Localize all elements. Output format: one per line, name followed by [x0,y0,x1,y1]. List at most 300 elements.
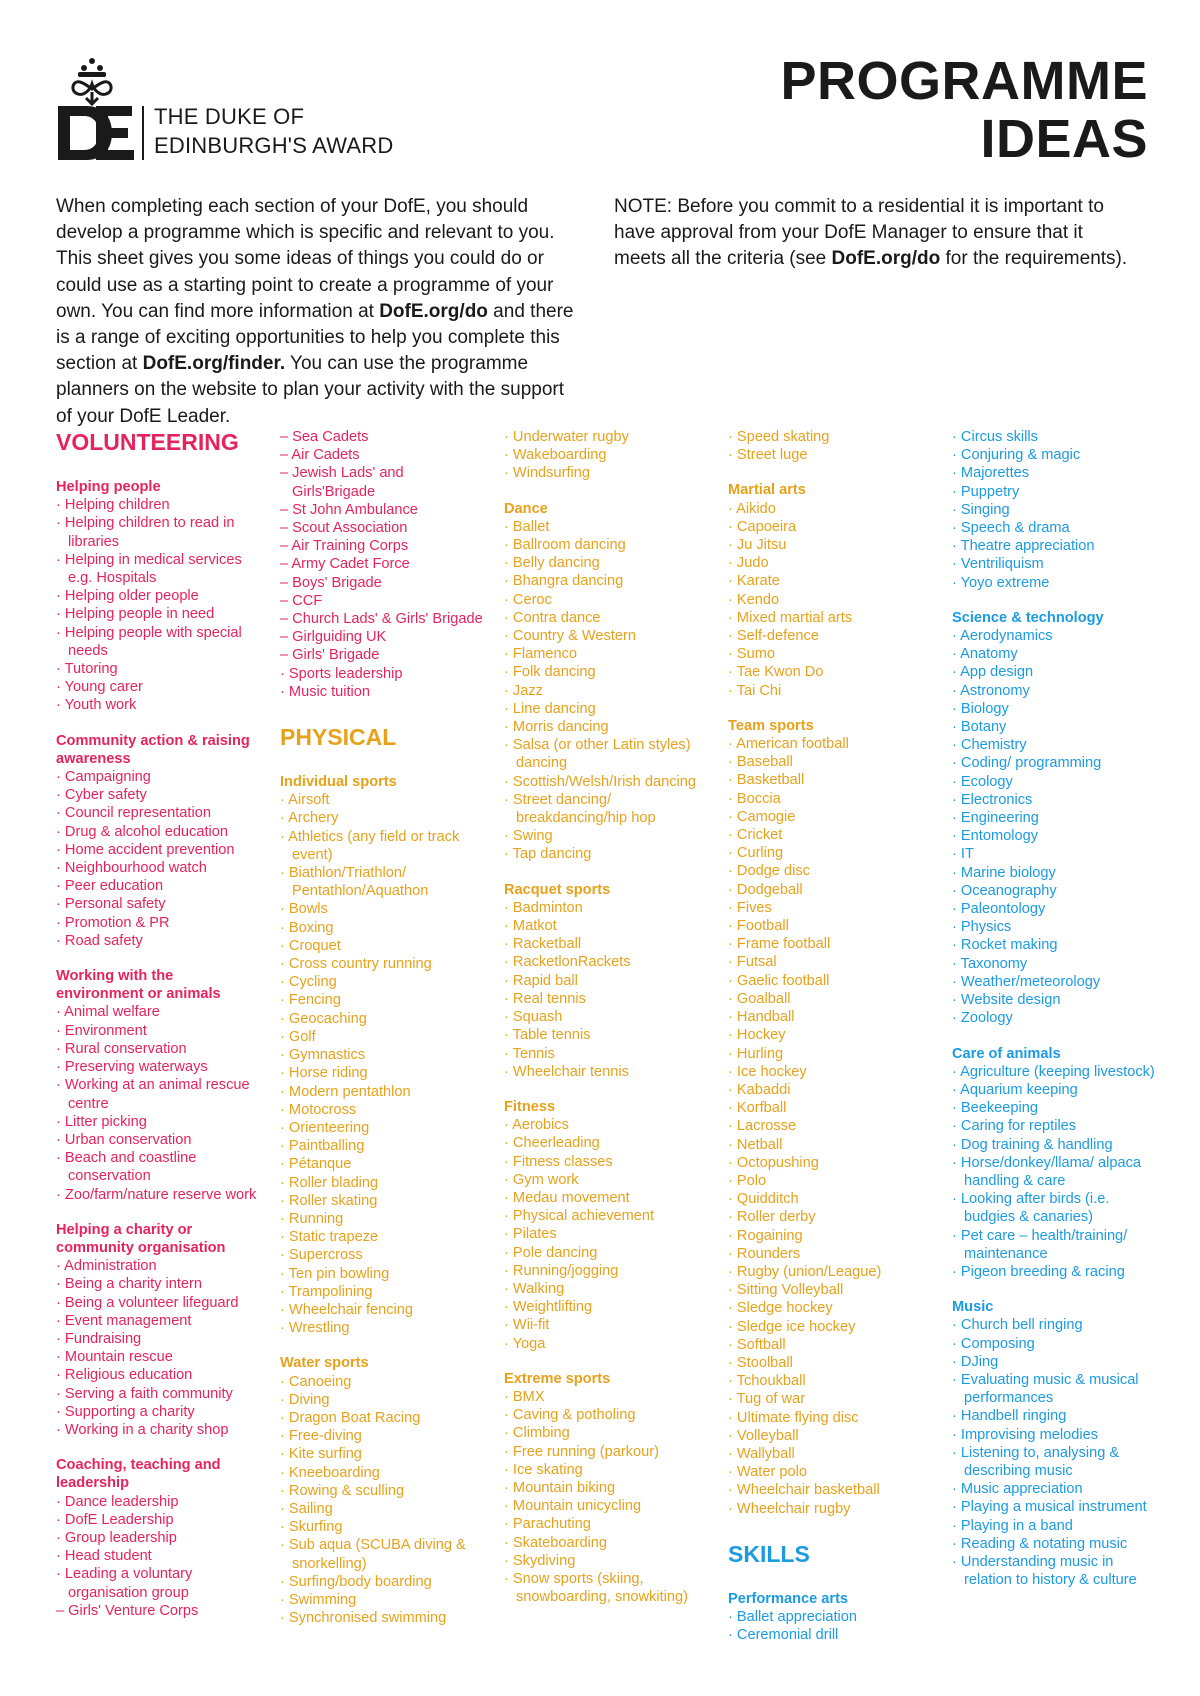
list-item: · Agriculture (keeping livestock) [952,1063,1158,1081]
list-item: · Supercross [280,1246,490,1264]
list-item: – Jewish Lads' and Girls'Brigade [280,464,490,500]
category-list [728,1608,938,1644]
list-item: · Racketball [504,935,714,953]
category-list [952,428,1158,592]
list-item: · Home accident prevention [56,841,262,859]
brand-name [154,102,393,160]
list-item: · Yoyo extreme [952,574,1158,592]
list-item: · Karate [728,572,938,590]
list-item: · Beach and coastline conservation [56,1149,262,1185]
list-item: · Circus skills [952,428,1158,446]
list-item: · Goalball [728,990,938,1008]
list-item: · Personal safety [56,895,262,913]
list-item: · Synchronised swimming [280,1609,490,1627]
list-item: · Kneeboarding [280,1464,490,1482]
list-item: · Aerodynamics [952,627,1158,645]
list-item: · Matkot [504,917,714,935]
list-item: · Skateboarding [504,1534,714,1552]
list-item: · Ice hockey [728,1063,938,1081]
category-list [728,500,938,700]
list-item: · Jazz [504,682,714,700]
list-item: · Electronics [952,791,1158,809]
list-item: · Ju Jitsu [728,536,938,554]
list-item: · Roller skating [280,1192,490,1210]
list-item: · Rounders [728,1245,938,1263]
section-heading-physical: PHYSICAL [280,724,397,751]
list-item: · Dance leadership [56,1493,262,1511]
list-item: – St John Ambulance [280,501,490,519]
list-item: · Trampolining [280,1283,490,1301]
list-item: – Air Training Corps [280,537,490,555]
list-item: · Ballet [504,518,714,536]
list-item: · Playing in a band [952,1517,1158,1535]
list-item: · Bhangra dancing [504,572,714,590]
list-item: · Sailing [280,1500,490,1518]
list-item: · Futsal [728,953,938,971]
list-item: · Hurling [728,1045,938,1063]
category-title: Martial arts [728,482,806,499]
de-monogram-icon [56,104,156,162]
intro-note [614,194,1134,273]
intro-paragraph-end: You can use the programme planners on the website to plan your activity with the support of your DofE Leader. [56,353,565,427]
list-item: · Underwater rugby [504,428,714,446]
list-item: · Rugby (union/League) [728,1263,938,1281]
list-item: · Rowing & sculling [280,1482,490,1500]
list-item: · Event management [56,1312,262,1330]
list-item: · Mixed martial arts [728,609,938,627]
list-item: · Puppetry [952,483,1158,501]
list-item: · Tai Chi [728,682,938,700]
list-item: · Pigeon breeding & racing [952,1263,1158,1281]
list-item: · Promotion & PR [56,914,262,932]
list-item: · Campaigning [56,768,262,786]
list-item: · Salsa (or other Latin styles) dancing [504,736,714,772]
category-sublist [280,428,490,665]
list-item: · Improvising melodies [952,1426,1158,1444]
list-item: · Gymnastics [280,1046,490,1064]
list-item: · Dragon Boat Racing [280,1409,490,1427]
list-item: · Athletics (any field or track event) [280,828,490,864]
list-item: · Swing [504,827,714,845]
list-item: · Weather/meteorology [952,973,1158,991]
category-list [504,428,714,483]
list-item: · Ceroc [504,591,714,609]
list-item: · Biology [952,700,1158,718]
list-item: · Church bell ringing [952,1316,1158,1334]
list-item: · Parachuting [504,1515,714,1533]
category-list [952,1316,1158,1589]
category-list [280,791,490,1337]
list-item: · Ballet appreciation [728,1608,938,1626]
list-item: · Pétanque [280,1155,490,1173]
list-item: · Rocket making [952,936,1158,954]
list-item: · Being a volunteer lifeguard [56,1294,262,1312]
intro-paragraph: When completing each section of your DofE, you should develop a programme which is specific and relevant to you. This sheet gives you some ideas of things you could do or could use as a starting point to create a programme of your own. You can find more information at DofE.org/do and there is a range of exciting opportunities to help you complete this section at DofE.org/finder. You can use the programme planners on the website to plan your activity with the support of your DofE Leader. [56,196,574,427]
list-item: · Rogaining [728,1227,938,1245]
list-item: · Chemistry [952,736,1158,754]
section-heading-skills: SKILLS [728,1540,810,1567]
list-item: · Head student [56,1547,262,1565]
list-item: · Pet care – health/training/ maintenance [952,1227,1158,1263]
list-item: · Volleyball [728,1427,938,1445]
list-item: · Running [280,1210,490,1228]
list-item: · Walking [504,1280,714,1298]
list-item: · Singing [952,501,1158,519]
list-item: · Neighbourhood watch [56,859,262,877]
list-item: · Speech & drama [952,519,1158,537]
list-item: · Ventriliquism [952,555,1158,573]
list-item: · Helping in medical services e.g. Hospitals [56,551,262,587]
list-item: · Sitting Volleyball [728,1281,938,1299]
list-item: · Morris dancing [504,718,714,736]
list-item: · RacketlonRackets [504,953,714,971]
list-item: · Free running (parkour) [504,1443,714,1461]
list-item: · Wheelchair tennis [504,1063,714,1081]
list-item: · Sledge hockey [728,1299,938,1317]
list-item: · Medau movement [504,1189,714,1207]
list-item: · Kite surfing [280,1445,490,1463]
list-item: · Modern pentathlon [280,1083,490,1101]
list-item: · Serving a faith community [56,1385,262,1403]
list-item: · Paintballing [280,1137,490,1155]
list-item: · Sports leadership [280,665,490,683]
list-item: – Boys' Brigade [280,574,490,592]
list-item: · Scottish/Welsh/Irish dancing [504,773,714,791]
list-item: · Taxonomy [952,955,1158,973]
list-item: · Roller derby [728,1208,938,1226]
list-item: – Sea Cadets [280,428,490,446]
list-item: · Tchoukball [728,1372,938,1390]
list-item: · Tennis [504,1045,714,1063]
list-item: – Girls' Brigade [280,646,490,664]
list-item: · Mountain biking [504,1479,714,1497]
list-item: · Music appreciation [952,1480,1158,1498]
list-item: · Astronomy [952,682,1158,700]
category-title: Performance arts [728,1590,849,1607]
list-item: · Curling [728,844,938,862]
list-item: · Badminton [504,899,714,917]
list-item: · Beekeeping [952,1099,1158,1117]
list-item: · Football [728,917,938,935]
list-item: · Netball [728,1136,938,1154]
list-item: · Weightlifting [504,1298,714,1316]
list-item: · IT [952,845,1158,863]
list-item: · Religious education [56,1366,262,1384]
list-item: · Country & Western [504,627,714,645]
logo-divider [142,106,144,160]
list-item: · Quidditch [728,1190,938,1208]
list-item: – Girlguiding UK [280,628,490,646]
dofe-do-note-link[interactable]: DofE.org/do [831,248,941,270]
list-item: · Softball [728,1336,938,1354]
list-item: · Cyber safety [56,786,262,804]
list-item: · Coding/ programming [952,754,1158,772]
category-title: Care of animals [952,1045,1061,1062]
list-item: · Listening to, analysing & describing music [952,1444,1158,1480]
list-item: · Orienteering [280,1119,490,1137]
list-item: · Lacrosse [728,1117,938,1135]
list-item: · Belly dancing [504,554,714,572]
list-item: · Self-defence [728,627,938,645]
category-list [280,665,490,701]
category-title: Music [952,1299,994,1316]
list-item: · Geocaching [280,1010,490,1028]
list-item: · Diving [280,1391,490,1409]
column-2 [280,428,490,1627]
list-item: · Cheerleading [504,1134,714,1152]
list-item: · Ice skating [504,1461,714,1479]
category-title: Helping people [56,479,161,495]
category-list [56,1493,262,1602]
list-item: · Yoga [504,1335,714,1353]
list-item: · Folk dancing [504,663,714,681]
list-item: · Sub aqua (SCUBA diving & snorkelling) [280,1536,490,1572]
category-title: Dance [504,500,548,517]
category-title: Fitness [504,1098,556,1115]
category-list [728,735,938,1518]
list-item: · Ceremonial drill [728,1626,938,1644]
list-item: · Airsoft [280,791,490,809]
column-5 [952,428,1158,1589]
category-list [952,1063,1158,1281]
list-item: · Archery [280,809,490,827]
category-sublist [56,1602,262,1620]
list-item: · Contra dance [504,609,714,627]
list-item: · Skurfing [280,1518,490,1536]
list-item: · Looking after birds (i.e. budgies & canaries) [952,1190,1158,1226]
list-item: · Entomology [952,827,1158,845]
list-item: · Young carer [56,678,262,696]
list-item: · Helping children to read in libraries [56,514,262,550]
list-item: · Handball [728,1008,938,1026]
list-item: · Tae Kwon Do [728,663,938,681]
list-item: · Physical achievement [504,1207,714,1225]
list-item: · Tutoring [56,660,262,678]
list-item: · American football [728,735,938,753]
list-item: · Static trapeze [280,1228,490,1246]
list-item: · Biathlon/Triathlon/ Pentathlon/Aquathon [280,864,490,900]
list-item: · Camogie [728,808,938,826]
list-item: · Real tennis [504,990,714,1008]
column-3 [504,428,714,1606]
list-item: · Street dancing/ breakdancing/hip hop [504,791,714,827]
list-item: · Polo [728,1172,938,1190]
category-title: Racquet sports [504,881,611,898]
list-item: · Wakeboarding [504,446,714,464]
list-item: · Pilates [504,1225,714,1243]
category-list [728,428,938,464]
list-item: · Canoeing [280,1373,490,1391]
category-list [56,496,262,714]
list-item: · Handbell ringing [952,1407,1158,1425]
list-item: · App design [952,663,1158,681]
brand-name-line2: EDINBURGH'S AWARD [154,133,394,158]
list-item: · Being a charity intern [56,1275,262,1293]
list-item: · Drug & alcohol education [56,823,262,841]
list-item: · Tug of war [728,1390,938,1408]
category-title: Working with the environment or animals [56,968,221,1003]
category-list [56,1257,262,1439]
list-item: · Motocross [280,1101,490,1119]
list-item: · Gaelic football [728,972,938,990]
category-title: Coaching, teaching and leadership [56,1457,221,1492]
list-item: · Supporting a charity [56,1403,262,1421]
list-item: · Peer education [56,877,262,895]
category-title: Science & technology [952,609,1104,626]
list-item: · Squash [504,1008,714,1026]
list-item: · Sledge ice hockey [728,1318,938,1336]
list-item: · Croquet [280,937,490,955]
category-list [56,768,262,950]
list-item: · Octopushing [728,1154,938,1172]
list-item: · Road safety [56,932,262,950]
list-item: · Working at an animal rescue centre [56,1076,262,1112]
list-item: · Reading & notating music [952,1535,1158,1553]
list-item: · Ballroom dancing [504,536,714,554]
dofe-finder-link[interactable]: DofE.org/finder. [142,353,286,375]
list-item: · Mountain unicycling [504,1497,714,1515]
list-item: · Aquarium keeping [952,1081,1158,1099]
category-title: Team sports [728,717,814,734]
list-item: · Oceanography [952,882,1158,900]
list-item: · Stoolball [728,1354,938,1372]
column-1 [56,428,262,1620]
list-item: · Free-diving [280,1427,490,1445]
list-item: · Understanding music in relation to history & culture [952,1553,1158,1589]
category-title: Water sports [280,1355,369,1372]
list-item: · Helping children [56,496,262,514]
category-list [952,627,1158,1027]
list-item: · Roller blading [280,1174,490,1192]
category-title: Extreme sports [504,1370,611,1387]
list-item: · Mountain rescue [56,1348,262,1366]
list-item: · Pole dancing [504,1244,714,1262]
list-item: · Rapid ball [504,972,714,990]
list-item: · Group leadership [56,1529,262,1547]
list-item: – Church Lads' & Girls' Brigade [280,610,490,628]
list-item: · Zoology [952,1009,1158,1027]
dofe-do-link[interactable]: DofE.org/do [379,300,488,322]
list-item: · Capoeira [728,518,938,536]
list-item: · Leading a voluntary organisation group [56,1565,262,1601]
list-item: – CCF [280,592,490,610]
category-list [504,518,714,864]
list-item: · Baseball [728,753,938,771]
list-item: · Marine biology [952,864,1158,882]
list-item: · Zoo/farm/nature reserve work [56,1186,262,1204]
list-item: · Ecology [952,773,1158,791]
list-item: · Rural conservation [56,1040,262,1058]
page-title [781,52,1149,168]
list-item: · DJing [952,1353,1158,1371]
list-item: · Wheelchair fencing [280,1301,490,1319]
list-item: · Boxing [280,919,490,937]
list-item: · Cycling [280,973,490,991]
list-item: · Theatre appreciation [952,537,1158,555]
list-item: · Preserving waterways [56,1058,262,1076]
list-item: · Surfing/body boarding [280,1573,490,1591]
list-item: · Skydiving [504,1552,714,1570]
list-item: · Speed skating [728,428,938,446]
list-item: · Cricket [728,826,938,844]
list-item: · Flamenco [504,645,714,663]
list-item: · Litter picking [56,1113,262,1131]
list-item: · Water polo [728,1463,938,1481]
list-item: · Website design [952,991,1158,1009]
brand-name-line1: THE DUKE OF [154,104,305,129]
category-list [280,1373,490,1628]
list-item: · Tap dancing [504,845,714,863]
list-item: · Youth work [56,696,262,714]
list-item: · Caring for reptiles [952,1117,1158,1135]
note-paragraph: NOTE: Before you commit to a residential it is important to have approval from your DofE Manager to ensure that it meets all the criteria (see DofE.org/do for the requirements). [614,196,1128,270]
list-item: · Music tuition [280,683,490,701]
list-item: · Sumo [728,645,938,663]
list-item: · Composing [952,1335,1158,1353]
list-item: · Caving & potholing [504,1406,714,1424]
list-item: · Dodgeball [728,881,938,899]
list-item: · Climbing [504,1424,714,1442]
list-item: · Hockey [728,1026,938,1044]
list-item: – Air Cadets [280,446,490,464]
list-item: · Wheelchair basketball [728,1481,938,1499]
list-item: · Frame football [728,935,938,953]
list-item: · Swimming [280,1591,490,1609]
list-item: · Kendo [728,591,938,609]
list-item: · Helping people with special needs [56,624,262,660]
list-item: · Bowls [280,900,490,918]
category-title: Helping a charity or community organisation [56,1221,226,1256]
list-item: · Judo [728,554,938,572]
list-item: · Wrestling [280,1319,490,1337]
list-item: · Ten pin bowling [280,1265,490,1283]
list-item: · Wii-fit [504,1316,714,1334]
list-item: · Dog training & handling [952,1136,1158,1154]
list-item: · Dodge disc [728,862,938,880]
list-item: · Administration [56,1257,262,1275]
page-title-line2: IDEAS [980,109,1148,169]
list-item: · Environment [56,1022,262,1040]
list-item: · Anatomy [952,645,1158,663]
list-item: · Evaluating music & musical performances [952,1371,1158,1407]
list-item: · Korfball [728,1099,938,1117]
list-item: · BMX [504,1388,714,1406]
list-item: · Aerobics [504,1116,714,1134]
list-item: · Botany [952,718,1158,736]
list-item: · Windsurfing [504,464,714,482]
list-item: · Line dancing [504,700,714,718]
list-item: – Girls' Venture Corps [56,1602,262,1620]
list-item: · Paleontology [952,900,1158,918]
list-item: · Fives [728,899,938,917]
list-item: · Helping people in need [56,605,262,623]
list-item: · Kabaddi [728,1081,938,1099]
list-item: · Snow sports (skiing, snowboarding, snowkiting) [504,1570,714,1606]
list-item: · Majorettes [952,464,1158,482]
category-list [504,1388,714,1606]
list-item: · Golf [280,1028,490,1046]
section-heading-volunteering: VOLUNTEERING [56,429,239,455]
list-item: · Helping older people [56,587,262,605]
list-item: · Cross country running [280,955,490,973]
list-item: – Army Cadet Force [280,555,490,573]
category-title: Individual sports [280,774,397,791]
category-list [56,1003,262,1203]
column-4 [728,428,938,1644]
list-item: · Boccia [728,790,938,808]
list-item: · Gym work [504,1171,714,1189]
list-item: · Working in a charity shop [56,1421,262,1439]
